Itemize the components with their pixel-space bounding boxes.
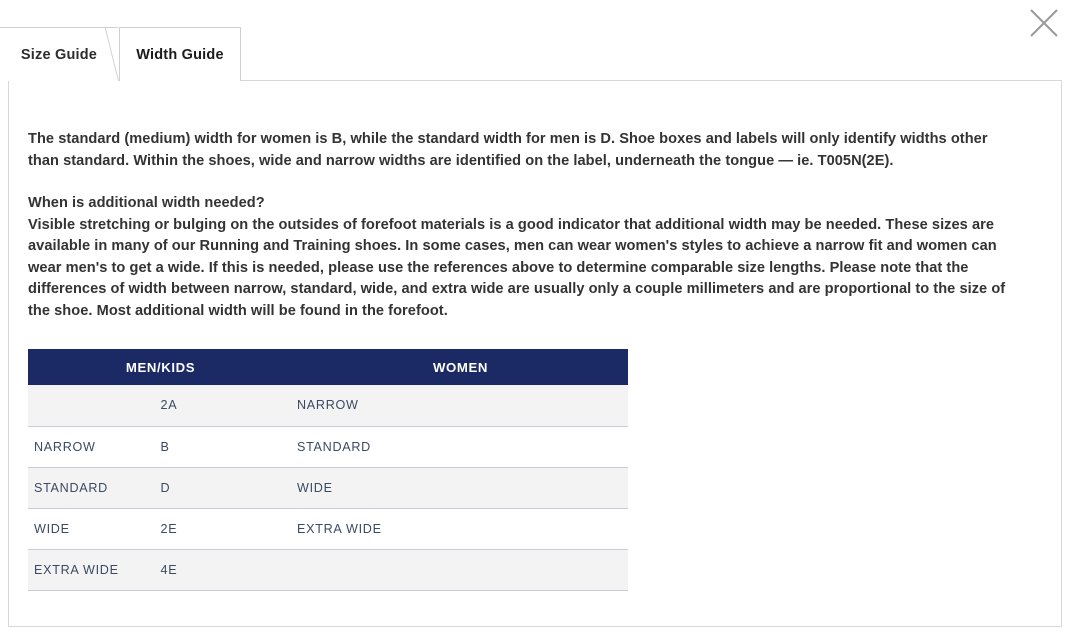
panel-content <box>9 81 1061 591</box>
cell-code: 2E <box>161 508 294 549</box>
table-row <box>28 467 628 508</box>
cell-women: WIDE <box>293 467 628 508</box>
table-row <box>28 508 628 549</box>
cell-women: NARROW <box>293 385 628 426</box>
column-header-men-kids: MEN/KIDS <box>28 349 293 385</box>
cell-code: D <box>161 467 294 508</box>
cell-men <box>28 385 161 426</box>
table-row <box>28 426 628 467</box>
tab-size-guide-label: Size Guide <box>20 46 98 63</box>
cell-code: B <box>161 426 294 467</box>
close-icon[interactable] <box>1023 2 1065 44</box>
additional-width-paragraph: Visible stretching or bulging on the outsides of forefoot materials is a good indicator that additional width may be needed. These sizes are available in many of our Running and Training shoes. In some cases, men can wear women's styles to achieve a narrow fit and women can wear men's to get a wide. If this is needed, please use the references above to determine comparable size lengths. Please note that the differences of width between narrow, standard, wide, and extra wide are usually only a couple millimeters and are proportional to the size of the shoe. Most additional width will be found in the forefoot. <box>28 216 1006 319</box>
tab-width-guide-label: Width Guide <box>136 46 224 63</box>
cell-women <box>293 549 628 590</box>
tab-width-guide[interactable] <box>119 27 241 81</box>
table-row <box>28 549 628 590</box>
cell-women: STANDARD <box>293 426 628 467</box>
cell-women: EXTRA WIDE <box>293 508 628 549</box>
cell-code: 4E <box>161 549 294 590</box>
close-icon-glyph <box>1023 2 1065 44</box>
cell-code: 2A <box>161 385 294 426</box>
cell-men: STANDARD <box>28 467 161 508</box>
additional-width-block <box>28 193 1013 322</box>
cell-men: NARROW <box>28 426 161 467</box>
additional-width-heading: When is additional width needed? <box>28 195 265 211</box>
tab-size-guide[interactable] <box>0 27 118 81</box>
cell-men: EXTRA WIDE <box>28 549 161 590</box>
guide-tabs <box>0 27 241 81</box>
table-body <box>28 385 628 590</box>
table-header-row <box>28 349 628 385</box>
column-header-women: WOMEN <box>293 349 628 385</box>
width-conversion-table <box>28 349 628 591</box>
table-head <box>28 349 628 385</box>
table-row <box>28 385 628 426</box>
width-guide-panel <box>8 80 1062 627</box>
cell-men: WIDE <box>28 508 161 549</box>
intro-paragraph: The standard (medium) width for women is B, while the standard width for men is D. Shoe boxes and labels will only identify widths other than standard. Within the shoes, wide and narrow widths are identified on the label, underneath the tongue — ie. T005N(2E). <box>28 131 988 169</box>
